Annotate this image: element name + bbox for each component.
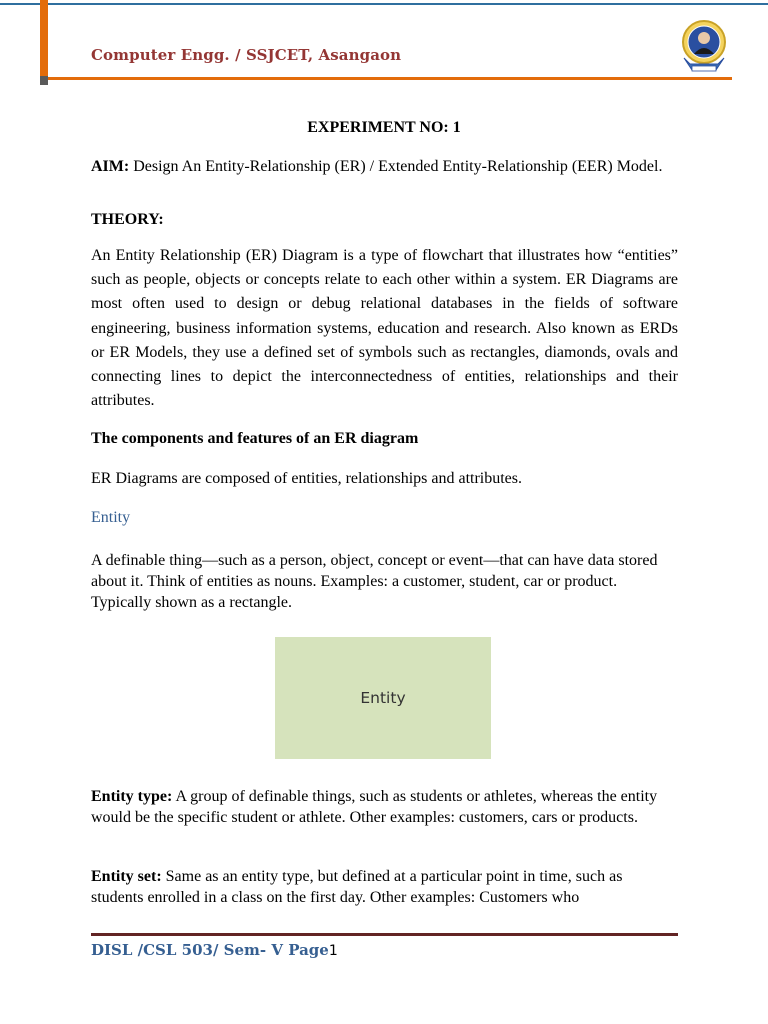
entity-set-paragraph — [91, 867, 678, 908]
footer-text: DISL /CSL 503/ Sem- V Page — [91, 941, 329, 959]
entity-set-text: Same as an entity type, but defined at a particular point in time, such as students enrolled in a class on the first day. Other examples: Customers who — [91, 868, 623, 906]
footer — [91, 941, 338, 959]
entity-type-text: A group of definable things, such as students or athletes, whereas the entity would be the specific student or athlete. Other examples: customers, cars or products. — [91, 788, 658, 826]
experiment-title: EXPERIMENT NO: 1 — [307, 119, 461, 136]
header-side-bar — [40, 0, 48, 76]
entity-paragraph: A definable thing—such as a person, object, concept or event—that can have data stored about it. Think of entities as nouns. Examples: a customer, student, car or product. Typically shown as a rectangle. — [91, 552, 658, 611]
aim-text: Design An Entity-Relationship (ER) / Extended Entity-Relationship (EER) Model. — [129, 158, 663, 175]
theory-heading: THEORY: — [91, 211, 164, 228]
header-rule — [48, 77, 732, 80]
entity-heading: Entity — [91, 509, 131, 526]
components-text: ER Diagrams are composed of entities, relationships and attributes. — [91, 470, 522, 487]
entity-diagram-label: Entity — [360, 689, 406, 707]
aim-label: AIM: — [91, 158, 130, 175]
footer-rule — [91, 933, 678, 936]
header-title: Computer Engg. / SSJCET, Asangaon — [91, 46, 402, 64]
entity-type-paragraph — [91, 787, 678, 828]
entity-diagram — [275, 637, 491, 759]
aim-statement — [91, 157, 681, 177]
header-side-bar-end — [40, 76, 48, 85]
college-emblem-icon — [678, 18, 730, 76]
entity-set-label: Entity set: — [91, 868, 162, 885]
components-heading: The components and features of an ER diagram — [91, 430, 419, 447]
header-top-rule — [0, 3, 768, 5]
theory-paragraph: An Entity Relationship (ER) Diagram is a type of flowchart that illustrates how “entities” such as people, objects or concepts relate to each other within a system. ER Diagrams are most often used to design or debug relational databases in the fields of software engineering, business information systems, education and research. Also known as ERDs or ER Models, they use a defined set of symbols such as rectangles, diamonds, ovals and connecting lines to depict the interconnectedness of entities, relationships and their attributes. — [91, 247, 678, 410]
page-number: 1 — [328, 943, 338, 959]
entity-type-label: Entity type: — [91, 788, 173, 805]
